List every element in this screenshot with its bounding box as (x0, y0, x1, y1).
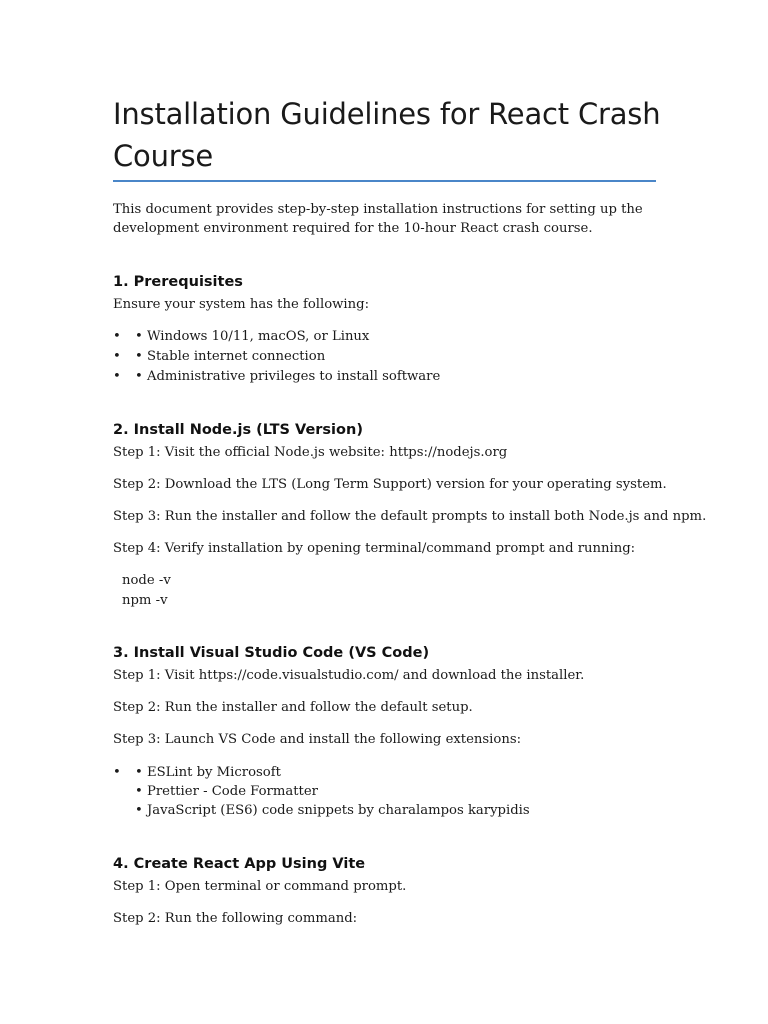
code-line: node -v (122, 573, 171, 588)
step-text: Step 2: Run the installer and follow the default setup. (113, 700, 473, 715)
step-text: Step 4: Verify installation by opening terminal/command prompt and running: (113, 541, 636, 556)
step-text: Step 2: Run the following command: (113, 911, 358, 926)
list-item: • Stable internet connection (135, 349, 326, 364)
section-heading-create-react-app: 4. Create React App Using Vite (113, 856, 366, 872)
section-heading-install-nodejs: 2. Install Node.js (LTS Version) (113, 422, 363, 438)
code-line: npm -v (122, 593, 168, 608)
list-bullet: • (113, 329, 121, 344)
title-line-2: Course (113, 139, 214, 173)
list-bullet: • (113, 765, 121, 780)
list-item: • ESLint by Microsoft (135, 765, 281, 780)
section-heading-install-vscode: 3. Install Visual Studio Code (VS Code) (113, 645, 430, 661)
list-item: • Windows 10/11, macOS, or Linux (135, 329, 370, 344)
document-title (113, 93, 673, 177)
step-text: Step 3: Run the installer and follow the default prompts to install both Node.js and npm. (113, 509, 707, 524)
step-text: Step 1: Open terminal or command prompt. (113, 879, 407, 894)
list-item: • Administrative privileges to install software (135, 369, 441, 384)
intro-line-2: development environment required for the 10-hour React crash course. (113, 221, 593, 236)
section-heading-prerequisites: 1. Prerequisites (113, 274, 243, 290)
list-bullet: • (113, 349, 121, 364)
step-text: Step 1: Visit https://code.visualstudio.com/ and download the installer. (113, 668, 585, 683)
step-text: Step 3: Launch VS Code and install the following extensions: (113, 732, 522, 747)
list-bullet: • (113, 369, 121, 384)
list-item: • Prettier - Code Formatter (135, 784, 318, 799)
step-text: Step 2: Download the LTS (Long Term Support) version for your operating system. (113, 477, 667, 492)
title-line-1: Installation Guidelines for React Crash (113, 97, 661, 131)
list-item: • JavaScript (ES6) code snippets by charalampos karypidis (135, 803, 530, 818)
prerequisites-lead: Ensure your system has the following: (113, 297, 370, 312)
intro-line-1: This document provides step-by-step installation instructions for setting up the (113, 202, 643, 217)
title-underline-divider (113, 180, 656, 182)
step-text: Step 1: Visit the official Node.js website: https://nodejs.org (113, 445, 508, 460)
